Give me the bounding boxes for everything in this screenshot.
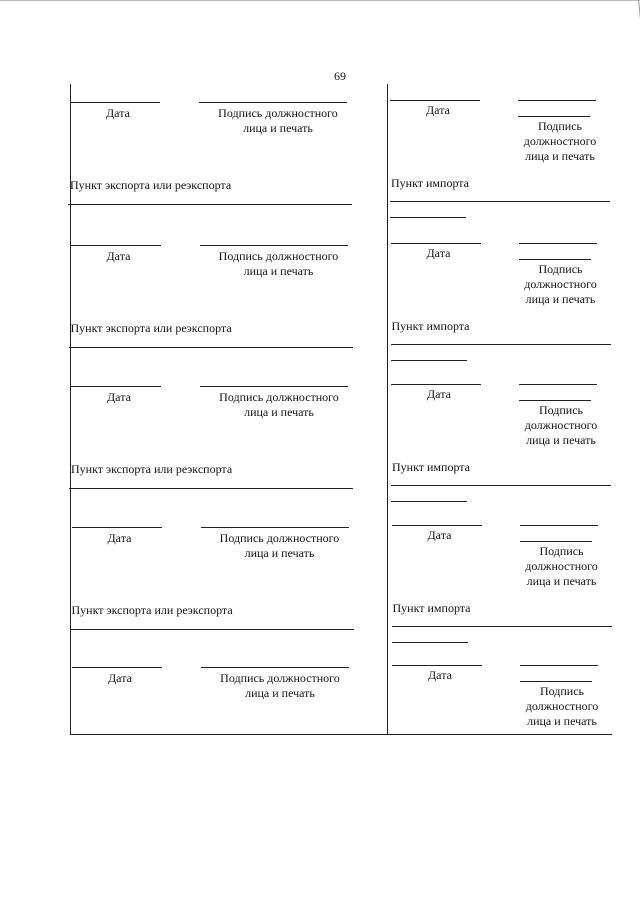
import-point-line (392, 626, 612, 627)
date-label: Дата (426, 103, 450, 117)
signature-line (518, 116, 590, 117)
date-label: Дата (108, 671, 132, 685)
page-number: 69 (334, 69, 346, 83)
signature-label: Подпись должностного (219, 390, 339, 404)
signature-line (518, 100, 596, 101)
signature-label: Подпись (538, 262, 583, 276)
export-point-label: Пункт экспорта или реэкспорта (71, 462, 233, 476)
signature-line (520, 681, 592, 682)
date-line (72, 667, 162, 668)
signature-label: Подпись должностного (218, 106, 338, 120)
signature-label: лица и печать (243, 264, 314, 278)
date-label: Дата (427, 387, 451, 401)
export-point-line (69, 488, 353, 489)
signature-line (519, 400, 591, 401)
table-bottom-border (70, 734, 612, 735)
signature-label: лица и печать (526, 574, 597, 588)
export-point-label: Пункт экспорта или реэкспорта (71, 603, 233, 617)
signature-line (201, 527, 349, 528)
signature-label: Подпись должностного (220, 671, 340, 685)
date-label: Дата (428, 668, 452, 682)
signature-label: должностного (525, 699, 599, 713)
signature-label: лица и печать (525, 292, 596, 306)
signature-label: лица и печать (244, 546, 315, 560)
import-point-line (391, 344, 611, 345)
date-line (72, 527, 162, 528)
signature-label: Подпись (538, 403, 584, 417)
import-point-label: Пункт импорта (391, 319, 470, 333)
date-line (392, 665, 482, 666)
import-point-label: Пункт импорта (392, 460, 470, 474)
signature-label: лица и печать (525, 149, 595, 163)
signature-label: должностного (524, 418, 598, 432)
signature-line (200, 245, 348, 246)
date-label: Дата (107, 390, 131, 404)
table-middle-border (387, 84, 388, 735)
signature-line (519, 259, 591, 260)
import-point-line (391, 485, 611, 486)
signature-label: лица и печать (244, 405, 314, 419)
import-point-label: Пункт импорта (391, 176, 469, 190)
export-point-label: Пункт экспорта или реэкспорта (70, 178, 232, 192)
signature-line (200, 386, 348, 387)
signature-line (519, 384, 597, 385)
signature-label: Подпись (537, 119, 583, 133)
signature-label: должностного (525, 559, 598, 573)
scan-top-edge (0, 0, 640, 1)
signature-line (519, 243, 597, 244)
date-label: Дата (106, 106, 130, 120)
export-point-line (69, 347, 353, 348)
date-label: Дата (427, 528, 452, 542)
date-line (71, 386, 161, 387)
export-point-line (68, 204, 352, 205)
date-label: Дата (107, 531, 132, 545)
signature-label: Подпись должностного (219, 531, 340, 545)
signature-line (520, 541, 592, 542)
date-line (70, 102, 160, 103)
signature-label: лица и печать (526, 433, 596, 447)
import-point-line (391, 501, 467, 502)
date-label: Дата (426, 246, 451, 260)
date-line (391, 243, 481, 244)
signature-label: Подпись (539, 544, 584, 558)
import-point-line (391, 360, 467, 361)
signature-line (520, 665, 598, 666)
date-line (391, 384, 481, 385)
signature-label: Подпись (539, 684, 585, 698)
signature-label: должностного (523, 134, 597, 148)
import-point-label: Пункт импорта (392, 601, 471, 615)
export-point-line (70, 629, 354, 630)
date-line (390, 100, 480, 101)
import-point-line (390, 201, 610, 202)
import-point-line (390, 217, 466, 218)
signature-line (520, 525, 598, 526)
date-label: Дата (106, 249, 131, 263)
signature-label: лица и печать (243, 121, 313, 135)
signature-line (201, 667, 349, 668)
import-point-line (392, 642, 468, 643)
signature-label: лица и печать (245, 686, 315, 700)
export-point-label: Пункт экспорта или реэкспорта (70, 321, 232, 335)
signature-label: Подпись должностного (218, 249, 339, 263)
date-line (392, 525, 482, 526)
signature-label: лица и печать (527, 714, 597, 728)
signature-label: должностного (524, 277, 597, 291)
date-line (71, 245, 161, 246)
signature-line (199, 102, 347, 103)
